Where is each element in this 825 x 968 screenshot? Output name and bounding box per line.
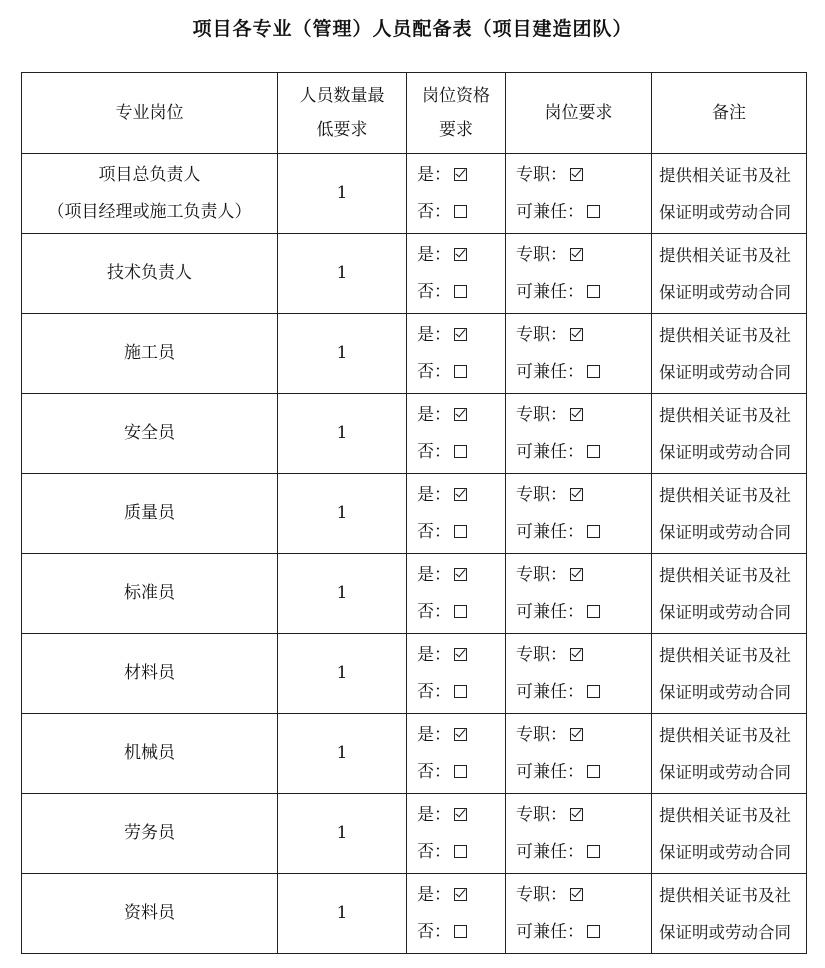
post-name: 材料员 <box>124 663 175 683</box>
note-line1: 提供相关证书及社 <box>659 165 791 185</box>
requirement-part-time <box>516 594 651 631</box>
count-cell: 1 <box>278 474 407 554</box>
checked-box-icon[interactable] <box>570 808 583 821</box>
note-line1: 提供相关证书及社 <box>659 245 791 265</box>
qualification-cell <box>407 874 506 954</box>
header-count-line1: 人员数量最 <box>299 86 385 106</box>
no-label: 否： <box>417 441 451 462</box>
note-line1: 提供相关证书及社 <box>659 565 791 585</box>
post-cell <box>22 394 278 474</box>
note-line2: 保证明或劳动合同 <box>659 522 791 542</box>
header-qualification-line1: 岗位资格 <box>422 86 490 106</box>
part-time-label: 可兼任： <box>516 841 584 862</box>
count-cell: 1 <box>278 154 407 234</box>
yes-label: 是： <box>417 644 451 665</box>
count-cell: 1 <box>278 394 407 474</box>
table-row <box>22 234 807 314</box>
qualification-yes <box>417 237 505 274</box>
full-time-label: 专职： <box>516 324 567 345</box>
checked-box-icon[interactable] <box>570 408 583 421</box>
post-name: 施工员 <box>124 343 175 363</box>
empty-box-icon[interactable] <box>587 205 600 218</box>
header-count <box>278 73 407 154</box>
note-cell <box>652 714 807 794</box>
qualification-no <box>417 754 505 791</box>
full-time-label: 专职： <box>516 804 567 825</box>
note-cell <box>652 474 807 554</box>
yes-label: 是： <box>417 484 451 505</box>
part-time-label: 可兼任： <box>516 601 584 622</box>
qualification-no <box>417 274 505 311</box>
note-line1: 提供相关证书及社 <box>659 645 791 665</box>
no-label: 否： <box>417 841 451 862</box>
requirement-cell <box>506 234 652 314</box>
note-line2: 保证明或劳动合同 <box>659 842 791 862</box>
yes-label: 是： <box>417 164 451 185</box>
qualification-cell <box>407 314 506 394</box>
full-time-label: 专职： <box>516 644 567 665</box>
requirement-part-time <box>516 674 651 711</box>
requirement-full-time <box>516 477 651 514</box>
requirement-full-time <box>516 317 651 354</box>
part-time-label: 可兼任： <box>516 441 584 462</box>
requirement-part-time <box>516 754 651 791</box>
empty-box-icon[interactable] <box>454 365 467 378</box>
part-time-label: 可兼任： <box>516 361 584 382</box>
post-cell <box>22 314 278 394</box>
qualification-cell <box>407 554 506 634</box>
qualification-cell <box>407 154 506 234</box>
post-cell <box>22 794 278 874</box>
note-line2: 保证明或劳动合同 <box>659 282 791 302</box>
note-line1: 提供相关证书及社 <box>659 805 791 825</box>
requirement-full-time <box>516 557 651 594</box>
post-cell <box>22 554 278 634</box>
requirement-part-time <box>516 834 651 871</box>
qualification-cell <box>407 394 506 474</box>
count-cell: 1 <box>278 314 407 394</box>
qualification-no <box>417 354 505 391</box>
part-time-label: 可兼任： <box>516 921 584 942</box>
note-cell <box>652 154 807 234</box>
checked-box-icon[interactable] <box>454 568 467 581</box>
part-time-label: 可兼任： <box>516 201 584 222</box>
note-line1: 提供相关证书及社 <box>659 485 791 505</box>
no-label: 否： <box>417 521 451 542</box>
no-label: 否： <box>417 761 451 782</box>
qualification-cell <box>407 234 506 314</box>
qualification-yes <box>417 317 505 354</box>
post-name: 机械员 <box>124 743 175 763</box>
note-line2: 保证明或劳动合同 <box>659 362 791 382</box>
post-name: 标准员 <box>124 583 175 603</box>
checked-box-icon[interactable] <box>570 248 583 261</box>
qualification-yes <box>417 717 505 754</box>
checked-box-icon[interactable] <box>454 488 467 501</box>
requirement-cell <box>506 394 652 474</box>
count-cell: 1 <box>278 634 407 714</box>
count-cell: 1 <box>278 234 407 314</box>
yes-label: 是： <box>417 884 451 905</box>
note-cell <box>652 554 807 634</box>
count-cell: 1 <box>278 714 407 794</box>
checked-box-icon[interactable] <box>570 568 583 581</box>
qualification-cell <box>407 474 506 554</box>
yes-label: 是： <box>417 564 451 585</box>
requirement-full-time <box>516 397 651 434</box>
note-line2: 保证明或劳动合同 <box>659 682 791 702</box>
table-row <box>22 474 807 554</box>
qualification-yes <box>417 557 505 594</box>
header-requirement: 岗位要求 <box>506 73 652 154</box>
note-line1: 提供相关证书及社 <box>659 405 791 425</box>
post-cell <box>22 634 278 714</box>
table-row <box>22 394 807 474</box>
note-line2: 保证明或劳动合同 <box>659 922 791 942</box>
part-time-label: 可兼任： <box>516 681 584 702</box>
full-time-label: 专职： <box>516 724 567 745</box>
requirement-full-time <box>516 237 651 274</box>
post-name: 技术负责人 <box>107 263 192 283</box>
checked-box-icon[interactable] <box>454 328 467 341</box>
header-qualification-line2: 要求 <box>439 120 473 140</box>
full-time-label: 专职： <box>516 404 567 425</box>
empty-box-icon[interactable] <box>454 765 467 778</box>
table-row <box>22 874 807 954</box>
header-count-line2: 低要求 <box>316 120 368 140</box>
note-cell <box>652 874 807 954</box>
no-label: 否： <box>417 921 451 942</box>
checked-box-icon[interactable] <box>454 728 467 741</box>
checked-box-icon[interactable] <box>454 648 467 661</box>
note-line1: 提供相关证书及社 <box>659 325 791 345</box>
part-time-label: 可兼任： <box>516 281 584 302</box>
requirement-part-time <box>516 354 651 391</box>
empty-box-icon[interactable] <box>454 445 467 458</box>
header-note: 备注 <box>652 73 807 154</box>
full-time-label: 专职： <box>516 484 567 505</box>
header-post: 专业岗位 <box>22 73 278 154</box>
count-cell: 1 <box>278 794 407 874</box>
requirement-cell <box>506 314 652 394</box>
header-qualification <box>407 73 506 154</box>
post-name: 劳务员 <box>124 823 175 843</box>
requirement-cell <box>506 154 652 234</box>
no-label: 否： <box>417 681 451 702</box>
requirement-part-time <box>516 514 651 551</box>
note-line1: 提供相关证书及社 <box>659 885 791 905</box>
no-label: 否： <box>417 361 451 382</box>
checked-box-icon[interactable] <box>454 808 467 821</box>
count-cell: 1 <box>278 874 407 954</box>
qualification-no <box>417 194 505 231</box>
checked-box-icon[interactable] <box>454 888 467 901</box>
staffing-table <box>21 72 807 954</box>
requirement-full-time <box>516 877 651 914</box>
note-cell <box>652 394 807 474</box>
requirement-part-time <box>516 914 651 951</box>
note-line2: 保证明或劳动合同 <box>659 762 791 782</box>
note-line1: 提供相关证书及社 <box>659 725 791 745</box>
empty-box-icon[interactable] <box>454 525 467 538</box>
note-cell <box>652 634 807 714</box>
empty-box-icon[interactable] <box>587 445 600 458</box>
post-name: 项目总负责人 <box>98 164 201 185</box>
checked-box-icon[interactable] <box>570 728 583 741</box>
empty-box-icon[interactable] <box>454 205 467 218</box>
qualification-yes <box>417 157 505 194</box>
checked-box-icon[interactable] <box>454 248 467 261</box>
note-cell <box>652 794 807 874</box>
empty-box-icon[interactable] <box>587 685 600 698</box>
qualification-yes <box>417 637 505 674</box>
qualification-no <box>417 834 505 871</box>
post-name: 质量员 <box>124 503 175 523</box>
requirement-cell <box>506 714 652 794</box>
count-cell: 1 <box>278 554 407 634</box>
requirement-cell <box>506 794 652 874</box>
table-row <box>22 794 807 874</box>
qualification-cell <box>407 714 506 794</box>
qualification-yes <box>417 877 505 914</box>
yes-label: 是： <box>417 404 451 425</box>
requirement-full-time <box>516 797 651 834</box>
qualification-no <box>417 914 505 951</box>
post-subtitle: （项目经理或施工负责人） <box>47 201 252 222</box>
full-time-label: 专职： <box>516 164 567 185</box>
table-row <box>22 314 807 394</box>
note-line2: 保证明或劳动合同 <box>659 442 791 462</box>
qualification-yes <box>417 477 505 514</box>
checked-box-icon[interactable] <box>454 408 467 421</box>
qualification-cell <box>407 634 506 714</box>
checked-box-icon[interactable] <box>454 168 467 181</box>
no-label: 否： <box>417 601 451 622</box>
post-cell <box>22 474 278 554</box>
qualification-no <box>417 674 505 711</box>
yes-label: 是： <box>417 804 451 825</box>
yes-label: 是： <box>417 724 451 745</box>
checked-box-icon[interactable] <box>570 488 583 501</box>
empty-box-icon[interactable] <box>454 925 467 938</box>
full-time-label: 专职： <box>516 244 567 265</box>
checked-box-icon[interactable] <box>570 328 583 341</box>
requirement-part-time <box>516 274 651 311</box>
empty-box-icon[interactable] <box>587 765 600 778</box>
table-row <box>22 554 807 634</box>
note-cell <box>652 234 807 314</box>
empty-box-icon[interactable] <box>454 605 467 618</box>
qualification-cell <box>407 794 506 874</box>
requirement-full-time <box>516 717 651 754</box>
empty-box-icon[interactable] <box>454 285 467 298</box>
empty-box-icon[interactable] <box>587 605 600 618</box>
qualification-no <box>417 434 505 471</box>
note-cell <box>652 314 807 394</box>
post-name: 资料员 <box>124 903 175 923</box>
full-time-label: 专职： <box>516 884 567 905</box>
checked-box-icon[interactable] <box>570 648 583 661</box>
empty-box-icon[interactable] <box>587 925 600 938</box>
empty-box-icon[interactable] <box>454 685 467 698</box>
requirement-part-time <box>516 434 651 471</box>
part-time-label: 可兼任： <box>516 521 584 542</box>
note-line2: 保证明或劳动合同 <box>659 202 791 222</box>
qualification-yes <box>417 797 505 834</box>
post-cell <box>22 874 278 954</box>
qualification-no <box>417 594 505 631</box>
post-cell <box>22 154 278 234</box>
requirement-part-time <box>516 194 651 231</box>
requirement-full-time <box>516 637 651 674</box>
empty-box-icon[interactable] <box>587 845 600 858</box>
table-row <box>22 634 807 714</box>
yes-label: 是： <box>417 244 451 265</box>
page-title: 项目各专业（管理）人员配备表（项目建造团队） <box>192 18 633 40</box>
no-label: 否： <box>417 201 451 222</box>
qualification-yes <box>417 397 505 434</box>
requirement-cell <box>506 474 652 554</box>
requirement-cell <box>506 634 652 714</box>
requirement-cell <box>506 874 652 954</box>
requirement-full-time <box>516 157 651 194</box>
table-row <box>22 154 807 234</box>
empty-box-icon[interactable] <box>454 845 467 858</box>
empty-box-icon[interactable] <box>587 365 600 378</box>
checked-box-icon[interactable] <box>570 168 583 181</box>
requirement-cell <box>506 554 652 634</box>
empty-box-icon[interactable] <box>587 525 600 538</box>
table-header-row <box>22 73 807 154</box>
note-line2: 保证明或劳动合同 <box>659 602 791 622</box>
full-time-label: 专职： <box>516 564 567 585</box>
post-name: 安全员 <box>124 423 175 443</box>
table-row <box>22 714 807 794</box>
post-cell <box>22 234 278 314</box>
yes-label: 是： <box>417 324 451 345</box>
qualification-no <box>417 514 505 551</box>
checked-box-icon[interactable] <box>570 888 583 901</box>
empty-box-icon[interactable] <box>587 285 600 298</box>
post-cell <box>22 714 278 794</box>
no-label: 否： <box>417 281 451 302</box>
part-time-label: 可兼任： <box>516 761 584 782</box>
